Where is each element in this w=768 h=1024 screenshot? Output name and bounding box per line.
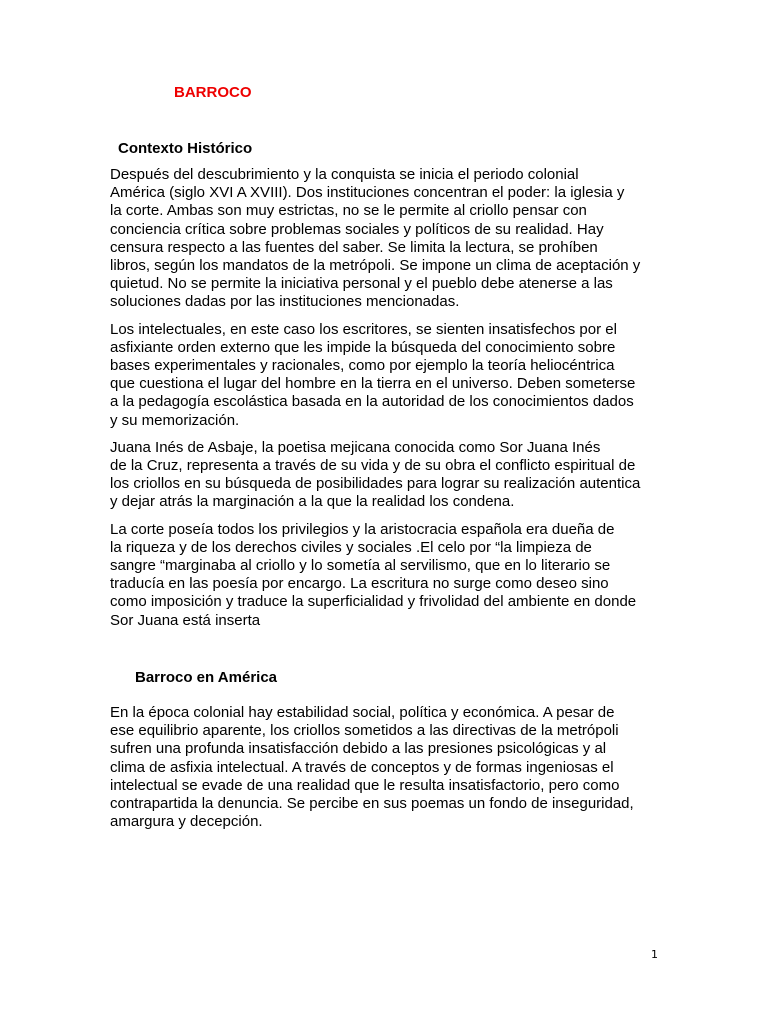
- paragraph: La corte poseía todos los privilegios y la aristocracia española era dueña de la riqueza y de los derechos civiles y sociales .El celo por “la limpieza de sangre “marginaba al criollo y lo sometía al servilismo, que en lo literario se traducía en las poesía por encargo. La escritura no surge como deseo sino como imposición y traduce la superficialidad y frivolidad del ambiente en donde Sor Juana está inserta: [110, 520, 637, 629]
- paragraph: Juana Inés de Asbaje, la poetisa mejicana conocida como Sor Juana Inés de la Cruz, representa a través de su vida y de su obra el conflicto espiritual de los criollos en su búsqueda de posibilidades para lograr su realización autentica y dejar atrás la marginación a la que la realidad los condena.: [110, 438, 641, 511]
- paragraph: Después del descubrimiento y la conquista se inicia el periodo colonial América (siglo XVI A XVIII). Dos instituciones concentran el poder: la iglesia y la corte. Ambas son muy estrictas, no se le permite al criollo pensar con conciencia crítica sobre problemas sociales y políticos de su realidad. Hay censura respecto a las fuentes del saber. Se limita la lectura, se prohíben libros, según los mandatos de la metrópoli. Se impone un clima de aceptación y quietud. No se permite la iniciativa personal y el pueblo debe atenerse a las soluciones dadas por las instituciones mencionadas.: [110, 166, 641, 311]
- paragraph: En la época colonial hay estabilidad social, política y económica. A pesar de ese equilibrio aparente, los criollos sometidos a las directivas de la metrópoli sufren una profunda insatisfacción debido a las presiones psicológicas y al clima de asfixia intelectual. A través de conceptos y de formas ingeniosas el intelectual se evade de una realidad que le resulta insatisfactorio, pero como contrapartida la denuncia. Se percibe en sus poemas un fondo de inseguridad, amargura y decepción.: [110, 704, 634, 831]
- section-heading-contexto-historico: Contexto Histórico: [118, 140, 253, 157]
- section-body-contexto-historico: [110, 166, 670, 639]
- section-body-barroco-en-america: [110, 704, 670, 840]
- paragraph: Los intelectuales, en este caso los escritores, se sienten insatisfechos por el asfixiante orden externo que les impide la búsqueda del conocimiento sobre bases experimentales y racionales, como por ejemplo la teoría heliocéntrica que cuestiona el lugar del hombre en la tierra en el universo. Deben someterse a la pedagogía escolástica basada en la autoridad de los conocimientos dados y su memorización.: [110, 320, 636, 429]
- page-number: 1: [651, 948, 658, 961]
- section-heading-barroco-en-america: Barroco en América: [135, 669, 278, 686]
- document-title: BARROCO: [174, 84, 252, 101]
